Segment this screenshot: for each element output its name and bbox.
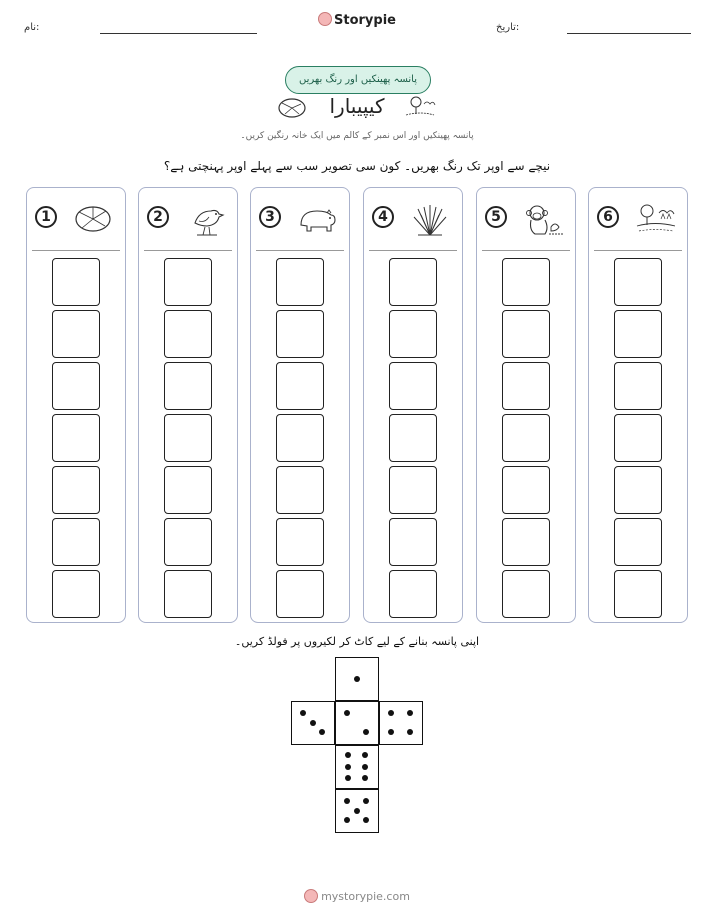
column-2: [138, 187, 238, 623]
color-box[interactable]: [389, 258, 437, 306]
name-label: نام:: [24, 22, 40, 33]
dice-pip: [344, 710, 350, 716]
dice-pip: [388, 710, 394, 716]
dice-pip: [345, 764, 351, 770]
column-divider: [144, 250, 232, 251]
footer: [0, 889, 714, 903]
dice-pip: [344, 798, 350, 804]
column-number: 4: [372, 206, 394, 228]
color-box[interactable]: [502, 570, 550, 618]
color-box[interactable]: [164, 518, 212, 566]
column-divider: [369, 250, 457, 251]
dice-face-6: [335, 745, 379, 789]
color-box[interactable]: [276, 362, 324, 410]
color-box[interactable]: [52, 362, 100, 410]
color-box[interactable]: [164, 258, 212, 306]
dice-pip: [345, 775, 351, 781]
riverbank-title-icon: [404, 94, 436, 120]
dice-pip: [344, 817, 350, 823]
color-box[interactable]: [389, 362, 437, 410]
column-6: [588, 187, 688, 623]
grass-icon: [410, 201, 450, 239]
riverbank-scene-icon: [635, 201, 675, 239]
column-divider: [256, 250, 344, 251]
color-box[interactable]: [389, 570, 437, 618]
dice-face-4: [379, 701, 423, 745]
color-box[interactable]: [502, 258, 550, 306]
color-box[interactable]: [614, 570, 662, 618]
color-box[interactable]: [164, 414, 212, 462]
color-box[interactable]: [389, 466, 437, 514]
color-box[interactable]: [614, 310, 662, 358]
date-label: تاریخ:: [496, 22, 520, 33]
dice-pip: [363, 729, 369, 735]
dice-pip: [407, 710, 413, 716]
color-box[interactable]: [614, 258, 662, 306]
column-1: [26, 187, 126, 623]
color-box[interactable]: [164, 362, 212, 410]
lily-pad-icon: [73, 201, 113, 239]
date-line: [567, 33, 691, 34]
name-line: [100, 33, 257, 34]
fold-instruction: اپنی پانسہ بنانے کے لیے کاٹ کر لکیروں پر فولڈ کریں۔: [234, 635, 480, 648]
footer-url: mystorypie.com: [321, 890, 410, 903]
color-box[interactable]: [52, 258, 100, 306]
monkey-icon: [523, 201, 563, 239]
dice-pip: [407, 729, 413, 735]
color-box[interactable]: [276, 414, 324, 462]
dice-face-1: [335, 657, 379, 701]
color-box[interactable]: [389, 518, 437, 566]
dice-pip: [300, 710, 306, 716]
capybara-icon: [297, 201, 337, 239]
color-box[interactable]: [276, 258, 324, 306]
dice-pip: [362, 752, 368, 758]
storypie-logo-icon: [318, 12, 332, 26]
dice-pip: [363, 798, 369, 804]
dice-face-3: [291, 701, 335, 745]
dice-pip: [363, 817, 369, 823]
storypie-footer-logo-icon: [304, 889, 318, 903]
color-box[interactable]: [52, 414, 100, 462]
dice-face-2: [335, 701, 379, 745]
dice-pip: [362, 775, 368, 781]
brand-name: Storypie: [334, 13, 396, 28]
color-box[interactable]: [276, 518, 324, 566]
dice-pip: [354, 676, 360, 682]
color-box[interactable]: [52, 570, 100, 618]
bird-icon: [185, 201, 225, 239]
color-box[interactable]: [276, 570, 324, 618]
color-box[interactable]: [276, 466, 324, 514]
color-box[interactable]: [164, 310, 212, 358]
column-divider: [594, 250, 682, 251]
color-box[interactable]: [502, 518, 550, 566]
dice-pip: [319, 729, 325, 735]
color-box[interactable]: [52, 518, 100, 566]
color-box[interactable]: [614, 414, 662, 462]
column-number: 5: [485, 206, 507, 228]
column-5: [476, 187, 576, 623]
column-divider: [32, 250, 120, 251]
dice-pip: [362, 764, 368, 770]
column-number: 1: [35, 206, 57, 228]
color-box[interactable]: [614, 362, 662, 410]
color-box[interactable]: [502, 414, 550, 462]
dice-pip: [345, 752, 351, 758]
color-box[interactable]: [52, 466, 100, 514]
color-box[interactable]: [614, 466, 662, 514]
brand-header: [0, 12, 714, 28]
color-box[interactable]: [614, 518, 662, 566]
color-box[interactable]: [502, 466, 550, 514]
column-4: [363, 187, 463, 623]
color-box[interactable]: [389, 414, 437, 462]
column-number: 6: [597, 206, 619, 228]
column-3: [250, 187, 350, 623]
page-title: کیپیبارا: [329, 94, 385, 118]
question-text: نیچے سے اوپر تک رنگ بھریں۔ کون سی تصویر سب سے پہلے اوپر پہنچتی ہے؟: [163, 159, 551, 173]
color-box[interactable]: [389, 310, 437, 358]
color-box[interactable]: [502, 362, 550, 410]
page-subtitle: پانسہ پھینکیں اور اس نمبر کے کالم میں ایک خانہ رنگین کریں۔: [240, 131, 474, 141]
dice-pip: [354, 808, 360, 814]
color-box[interactable]: [164, 466, 212, 514]
color-box[interactable]: [164, 570, 212, 618]
column-divider: [482, 250, 570, 251]
title-pill: پانسہ پھینکیں اور رنگ بھریں: [285, 66, 431, 94]
color-box[interactable]: [276, 310, 324, 358]
color-box[interactable]: [502, 310, 550, 358]
color-box[interactable]: [52, 310, 100, 358]
dice-pip: [388, 729, 394, 735]
column-number: 2: [147, 206, 169, 228]
column-number: 3: [259, 206, 281, 228]
dice-face-5: [335, 789, 379, 833]
dice-pip: [310, 720, 316, 726]
